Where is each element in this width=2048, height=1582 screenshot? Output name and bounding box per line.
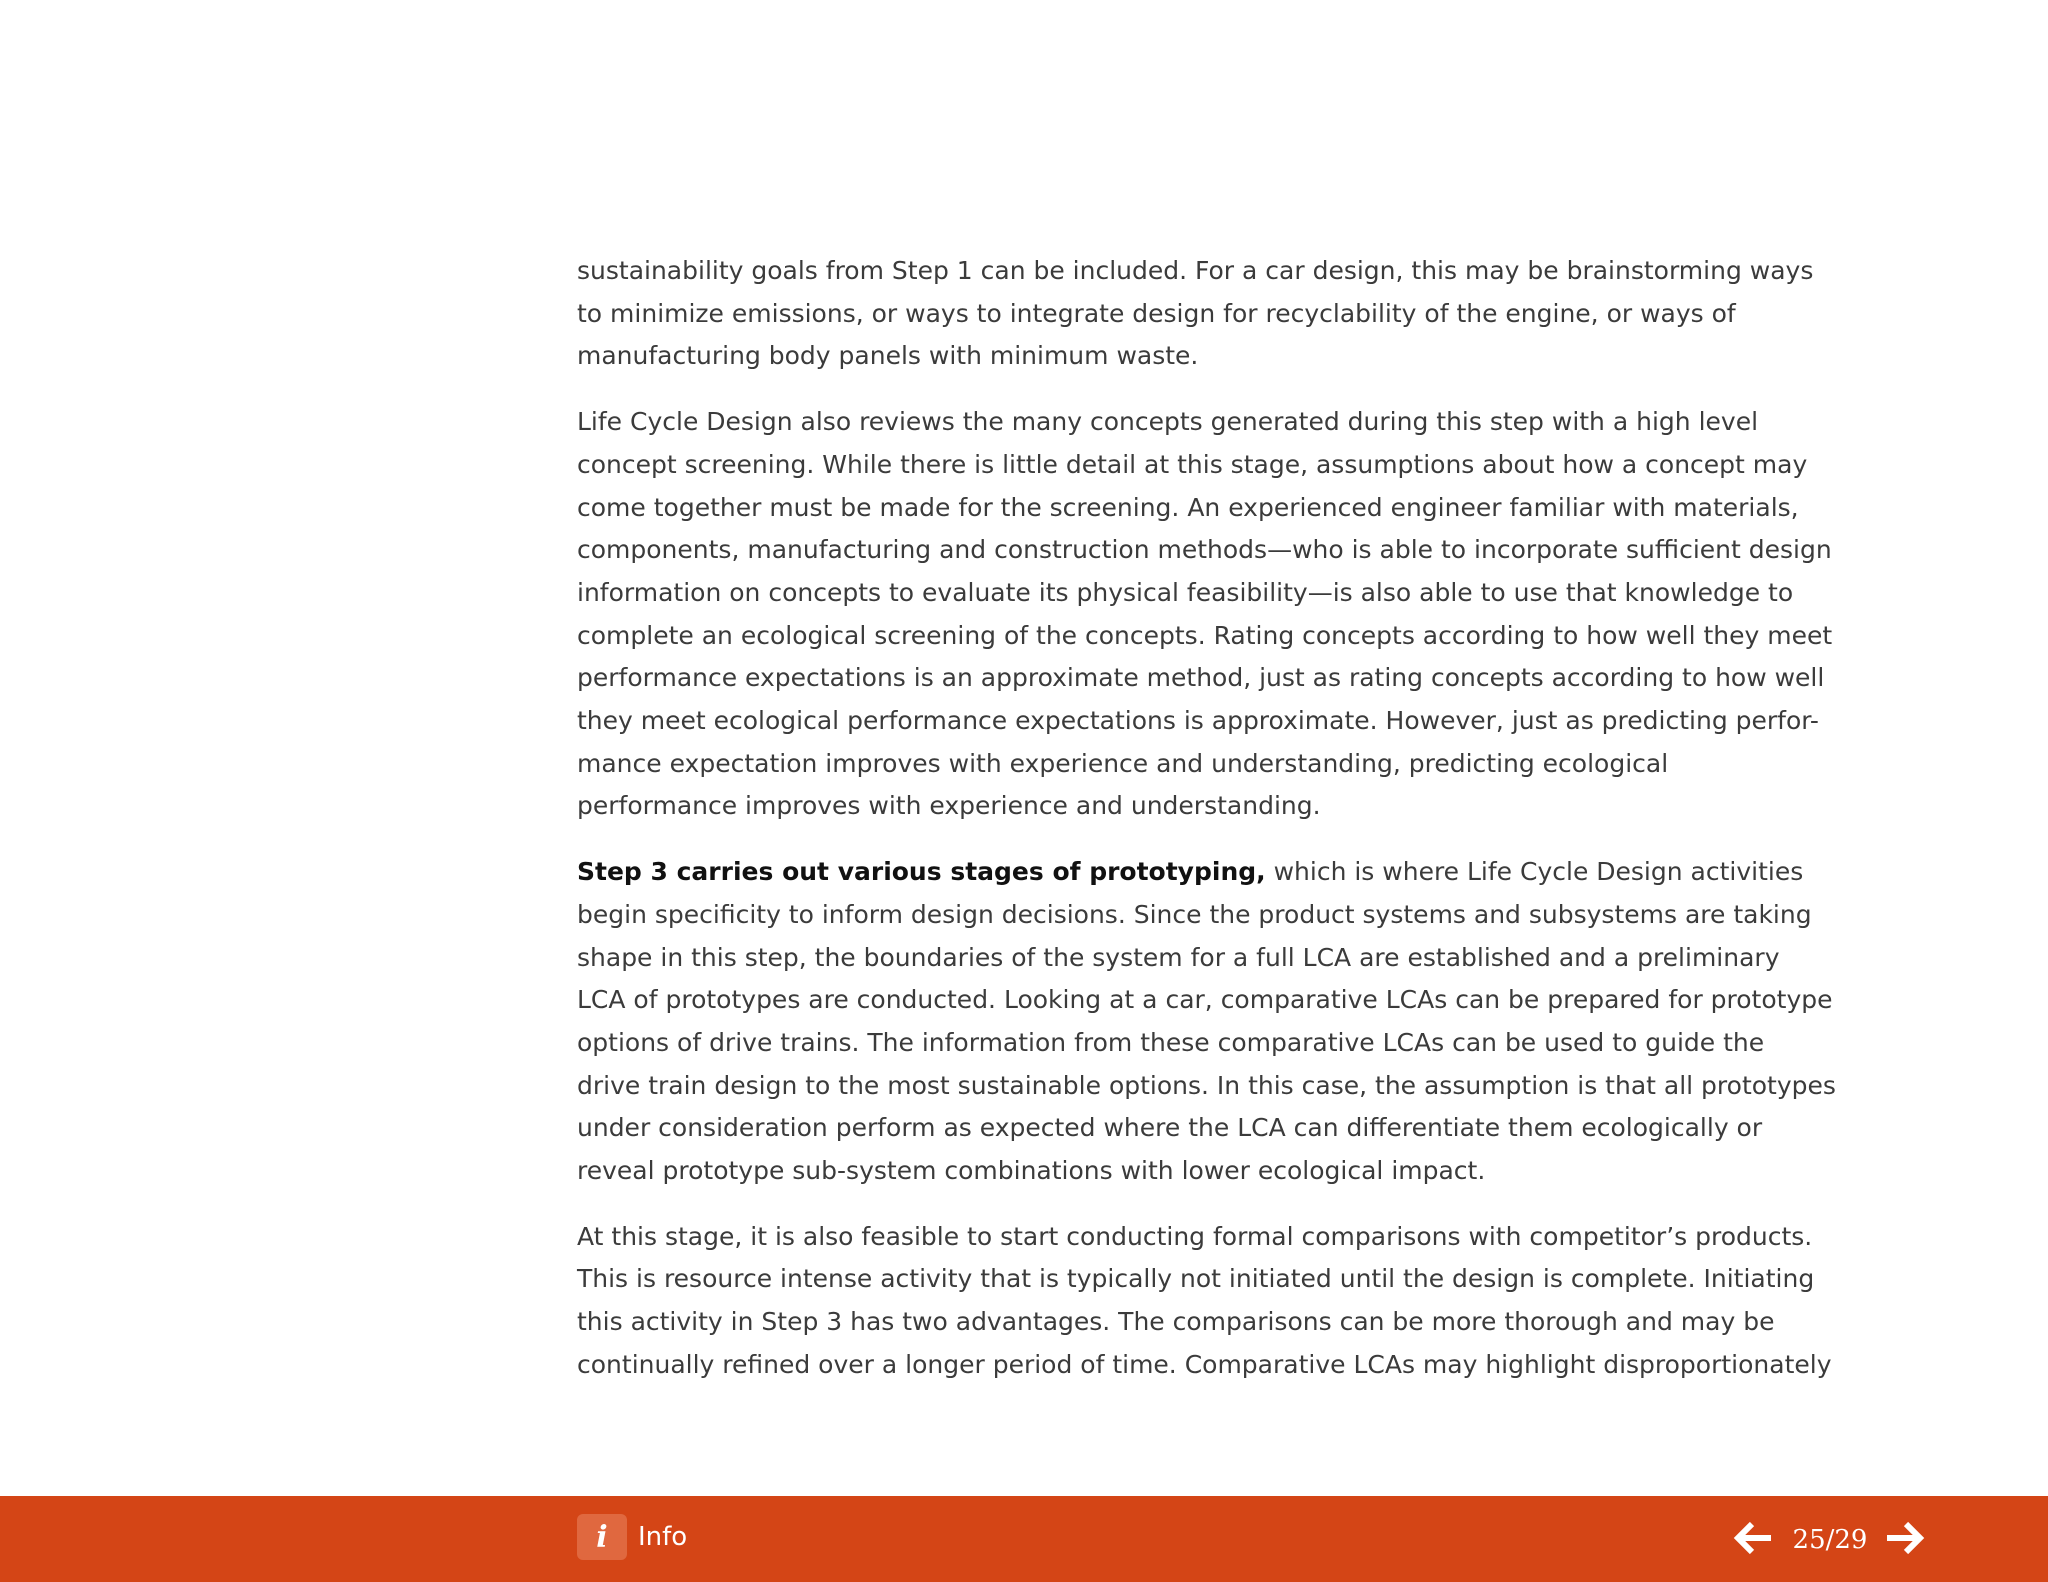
info-icon: i (577, 1514, 627, 1560)
next-page-button[interactable] (1883, 1516, 1927, 1560)
text-line: reveal prototype sub-system combinations with lower ecological impact. (577, 1156, 1486, 1186)
paragraph-4 (577, 1216, 1857, 1387)
previous-page-button[interactable] (1731, 1516, 1775, 1560)
arrow-left-icon (1731, 1516, 1775, 1560)
text-line: LCA of prototypes are conducted. Looking at a car, comparative LCAs can be prepared for prototype (577, 985, 1833, 1015)
text-line: This is resource intense activity that is typically not initiated until the design is complete. Initiating (577, 1264, 1815, 1294)
body-text (577, 250, 1857, 1410)
text-line (577, 851, 1857, 894)
footer-bar (0, 1496, 2048, 1582)
arrow-right-icon (1883, 1516, 1927, 1560)
text-line: components, manufacturing and construction methods—who is able to incorporate sufficient design (577, 535, 1832, 565)
paragraph-1 (577, 250, 1857, 378)
text-line: to minimize emissions, or ways to integrate design for recyclability of the engine, or ways of (577, 298, 1736, 328)
text-line: information on concepts to evaluate its physical feasibility—is also able to use that knowledge to (577, 577, 1794, 607)
text-line: sustainability goals from Step 1 can be included. For a car design, this may be brainstorming ways (577, 256, 1814, 285)
text-line: under consideration perform as expected where the LCA can differentiate them ecologically or (577, 1113, 1763, 1143)
text-line: they meet ecological performance expectations is approximate. However, just as predicting perfor- (577, 706, 1819, 736)
info-button[interactable] (577, 1513, 687, 1561)
paragraph-2 (577, 401, 1857, 828)
paragraph-lead-in: Step 3 carries out various stages of prototyping, (577, 857, 1266, 887)
text-line: come together must be made for the screening. An experienced engineer familiar with materials, (577, 492, 1799, 522)
text-line: drive train design to the most sustainable options. In this case, the assumption is that all prototypes (577, 1070, 1836, 1100)
text-line: shape in this step, the boundaries of the system for a full LCA are established and a preliminary (577, 942, 1780, 972)
text-line: At this stage, it is also feasible to start conducting formal comparisons with competitor’s products. (577, 1221, 1813, 1251)
text-line: this activity in Step 3 has two advantages. The comparisons can be more thorough and may be (577, 1307, 1775, 1337)
text-line: performance expectations is an approximate method, just as rating concepts according to how well (577, 663, 1825, 693)
text-line: mance expectation improves with experience and understanding, predicting ecological (577, 748, 1669, 778)
text-line: Life Cycle Design also reviews the many concepts generated during this step with a high level (577, 407, 1759, 437)
text-line: begin specificity to inform design decisions. Since the product systems and subsystems are taking (577, 899, 1812, 929)
text-line: manufacturing body panels with minimum waste. (577, 341, 1199, 371)
text-line: concept screening. While there is little detail at this stage, assumptions about how a concept may (577, 449, 1808, 479)
page-indicator: 25/29 (1792, 1525, 1868, 1555)
text-line: performance improves with experience and understanding. (577, 791, 1321, 821)
text-line: options of drive trains. The information from these comparative LCAs can be used to guide the (577, 1027, 1765, 1057)
paragraph-3 (577, 851, 1857, 1193)
lead-in-continuation: which is where Life Cycle Design activities (1265, 857, 1804, 887)
text-line: complete an ecological screening of the concepts. Rating concepts according to how well they meet (577, 620, 1833, 650)
info-label: Info (638, 1522, 688, 1552)
text-line: continually refined over a longer period of time. Comparative LCAs may highlight disproportionately (577, 1349, 1832, 1379)
